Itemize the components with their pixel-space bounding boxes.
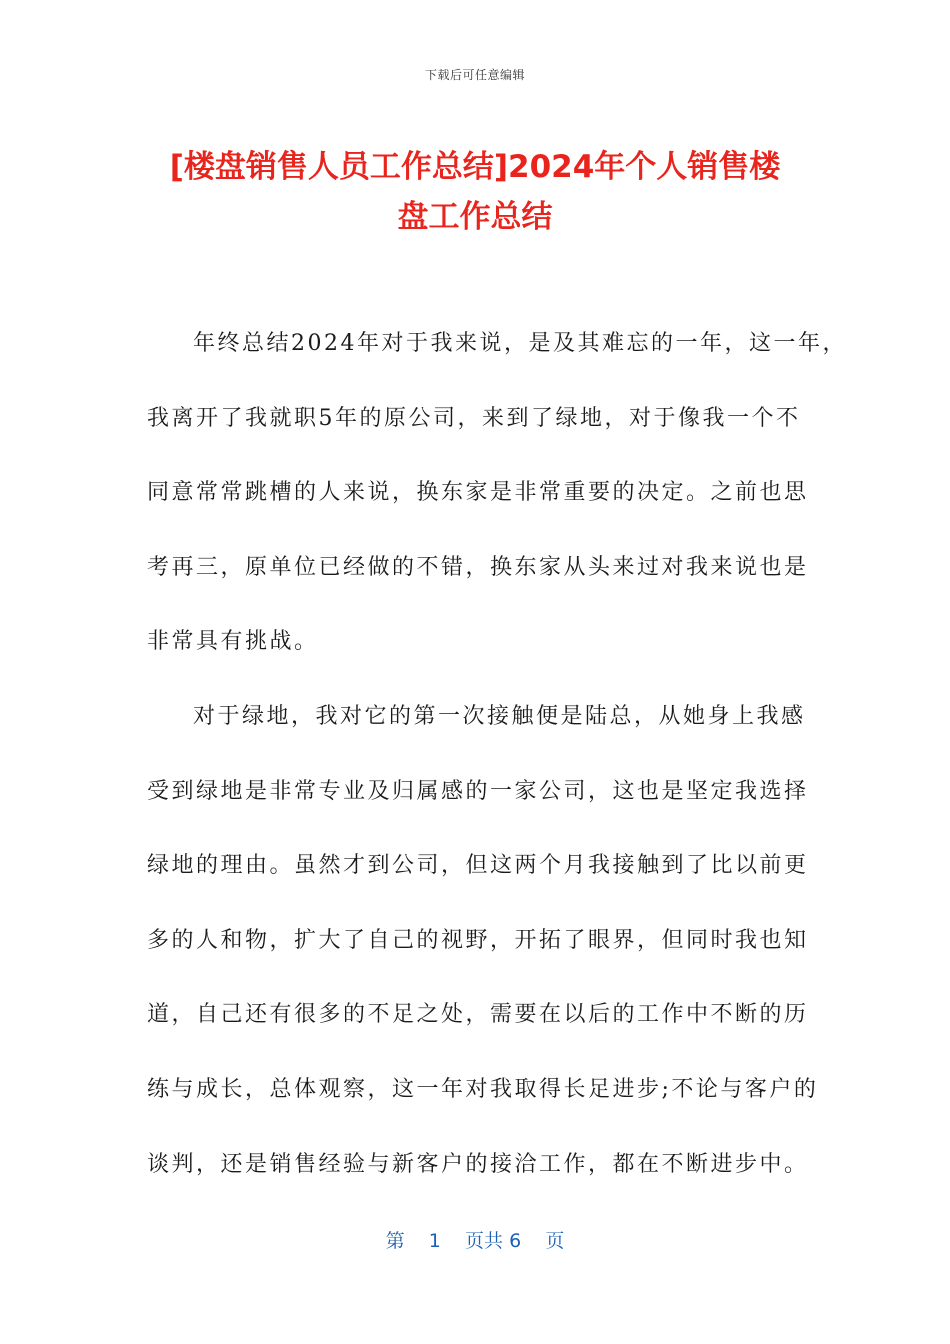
- text-line: 多的人和物，扩大了自己的视野，开拓了眼界，但同时我也知: [147, 927, 809, 953]
- paragraph-1: [147, 318, 847, 691]
- footer-label-pages: 页: [545, 1230, 565, 1252]
- text-line: 受到绿地是非常专业及归属感的一家公司，这也是坚定我选择: [147, 778, 809, 804]
- text-line: 我离开了我就职5年的原公司，来到了绿地，对于像我一个不: [147, 405, 801, 431]
- text-line: 年终总结2024年对于我来说，是及其难忘的一年，这一年，: [193, 331, 847, 356]
- text-line: 考再三，原单位已经做的不错，换东家从头来过对我来说也是: [147, 554, 809, 580]
- title-line-2: 盘工作总结: [397, 199, 553, 235]
- title-line-1: [楼盘销售人员工作总结]2024年个人销售楼: [169, 149, 781, 185]
- paragraph-2: [147, 691, 819, 1213]
- document-body: [147, 318, 847, 1213]
- text-line: 对于绿地，我对它的第一次接触便是陆总，从她身上我感: [193, 703, 806, 729]
- header-note: 下载后可任意编辑: [424, 68, 525, 82]
- page-footer: [0, 1226, 950, 1253]
- text-line: 练与成长，总体观察，这一年对我取得长足进步;不论与客户的: [147, 1076, 819, 1102]
- text-line: 绿地的理由。虽然才到公司，但这两个月我接触到了比以前更: [147, 853, 809, 879]
- footer-label-page: 第: [385, 1230, 405, 1252]
- footer-total-pages: 6: [509, 1230, 522, 1252]
- footer-label-of: 页共: [465, 1230, 504, 1252]
- text-line: 同意常常跳槽的人来说，换东家是非常重要的决定。之前也思: [147, 480, 809, 506]
- text-line: 谈判，还是销售经验与新客户的接洽工作，都在不断进步中。: [147, 1151, 809, 1177]
- text-line: 道，自己还有很多的不足之处，需要在以后的工作中不断的历: [147, 1002, 809, 1028]
- text-line: 非常具有挑战。: [147, 629, 319, 655]
- footer-current-page: 1: [428, 1230, 441, 1252]
- document-title: [120, 142, 830, 242]
